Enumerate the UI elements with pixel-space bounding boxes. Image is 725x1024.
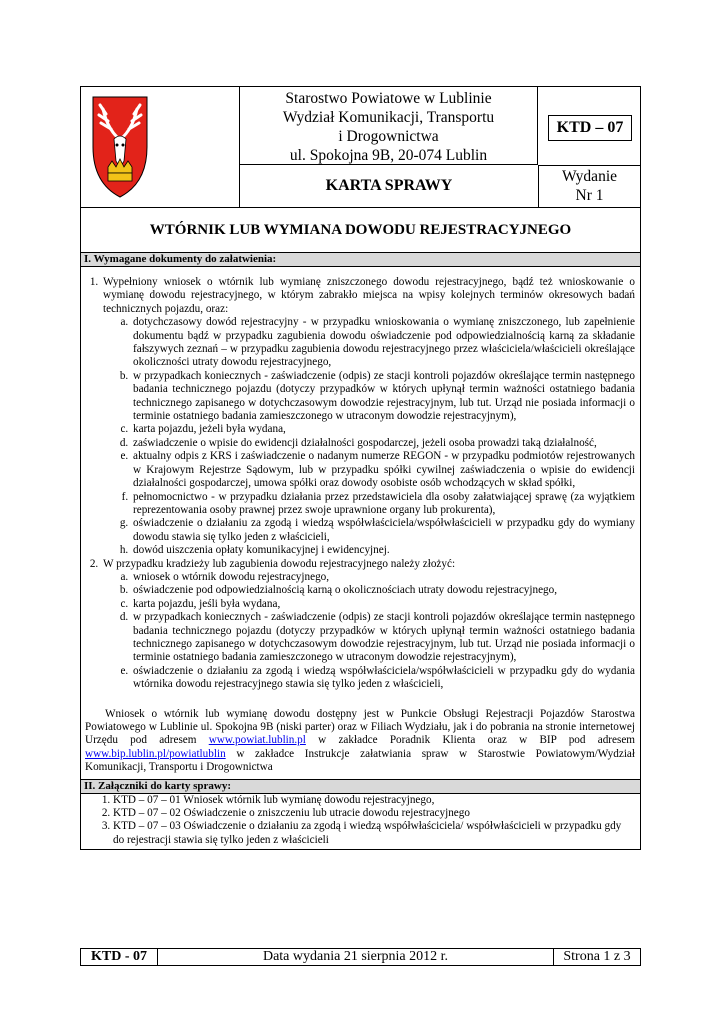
attachments-list [85, 794, 635, 848]
document-code: KTD – 07 [548, 115, 632, 141]
office-line: i Drogownictwa [338, 128, 439, 145]
office-line: ul. Spokojna 9B, 20-074 Lublin [289, 147, 488, 164]
sub-list-item: d. zaświadczenie o wpisie do ewidencji działalności gospodarczej, jeżeli osoba prowadzi taką działalność, [131, 437, 635, 450]
sub-list [103, 316, 635, 557]
sub-list-item: a. wniosek o wtórnik dowodu rejestracyjnego, [131, 571, 635, 584]
sub-list-item: g. oświadczenie o działaniu za zgodą i wiedzą współwłaściciela/współwłaścicieli w przypadku gdy do wymiany dowodu stawia się tylko jeden z właścicieli, [131, 517, 635, 544]
list-item: 2. KTD – 07 – 02 Oświadczenie o zniszczeniu lub utracie dowodu rejestracyjnego [113, 807, 635, 820]
list-item [101, 558, 635, 692]
office-line: Wydział Komunikacji, Transportu [282, 109, 495, 126]
card-label: KARTA SPRAWY [240, 165, 539, 207]
edition-label: Wydanie [561, 168, 617, 185]
sub-list [103, 571, 635, 692]
sub-list-item: h. dowód uiszczenia opłaty komunikacyjnej i ewidencyjnej. [131, 544, 635, 557]
bip-website-link[interactable]: www.bip.lublin.pl/powiatlublin [85, 747, 226, 760]
document-page [80, 86, 641, 850]
edition-cell [539, 165, 640, 207]
document-title: WTÓRNIK LUB WYMIANA DOWODU REJESTRACYJNEGO [81, 208, 640, 253]
logo-cell [81, 87, 240, 207]
header-table [80, 86, 641, 208]
sub-list-item: e. oświadczenie o działaniu za zgodą i wiedzą współwłaściciela/współwłaścicieli w przypadku gdy do wydania wtórnika dowodu rejestracyjnego stawia się tylko jeden z właścicieli, [131, 665, 635, 692]
requirements-list [85, 276, 635, 692]
attachments-content [81, 794, 640, 850]
list-item-text: Wypełniony wniosek o wtórnik lub wymianę zniszczonego dowodu rejestracyjnego, bądź też wnioskowanie o wymianę dowodu rejestracyjnego, w którym zabrakło miejsca na wpisy kolejnych terminów okresowych badań technicznych pojazdu, oraz: [103, 276, 635, 315]
office-address [240, 87, 538, 165]
sub-list-item: d. w przypadkach koniecznych - zaświadczenie (odpis) ze stacji kontroli pojazdów określające termin następnego badania technicznego pojazdu (dotyczy przypadków w których upłynął termin ważności ostatniego badania technicznego zapisanego w dotychczasowym dowodzie rejestracyjnym, lub tut. Urząd nie posiada informacji o terminie ostatniego badania zamieszczonego w utraconym dowodzie rejestracyjnym), [131, 611, 635, 665]
sub-list-item: c. karta pojazdu, jeżeli była wydana, [131, 423, 635, 436]
sub-list-item: a. dotychczasowy dowód rejestracyjny - w przypadku wnioskowania o wymianę zniszczonego, lub zapełnienie dokumentu bądź w przypadku zagubienia dowodu oświadczenie pod odpowiedzialnością karną za składanie fałszywych zeznań – w przypadku zagubienia dowodu rejestracyjnego przez właściciela/właścicieli określające okoliczności utraty dowodu rejestracyjnego, [131, 316, 635, 370]
sub-list-item: e. aktualny odpis z KRS i zaświadczenie o nadanym numerze REGON - w przypadku podmiotów rejestrowanych w Krajowym Rejestrze Sądowym, lub w przypadku spółki cywilnej zaświadczenia o wpisie do ewidencji działalności gospodarczej, umowa spółki oraz dowody osobiste osób wchodzących w skład spółki, [131, 450, 635, 490]
footer-table [80, 948, 641, 966]
powiat-website-link[interactable]: www.powiat.lublin.pl [208, 734, 306, 747]
sub-list-item: c. karta pojazdu, jeśli była wydana, [131, 598, 635, 611]
code-cell [539, 87, 640, 166]
requirements-content [81, 267, 640, 779]
footer-date: Data wydania 21 sierpnia 2012 r. [158, 949, 554, 965]
office-line: Starostwo Powiatowe w Lublinie [285, 90, 492, 107]
paragraph-text: w zakładce Poradnik Klienta oraz w BIP pod adresem [318, 734, 636, 747]
list-item [101, 276, 635, 558]
coat-of-arms-deer-icon [81, 87, 239, 207]
sub-list-item: b. w przypadkach koniecznych - zaświadczenie (odpis) ze stacji kontroli pojazdów określające termin następnego badania technicznego pojazdu (dotyczy przypadków w których upłynął termin ważności ostatniego badania technicznego zapisanego w dotychczasowym dowodzie rejestracyjnym, lub tut. Urząd nie posiada informacji o terminie ostatniego badania zamieszczonego w utraconym dowodzie rejestracyjnym), [131, 370, 635, 424]
main-content-box [80, 208, 641, 850]
paragraph-text: w zakładce Instrukcje załatwiania spraw w Starostwie Powiatowym/Wydział Komunikacji, Transportu i Drogownictwa [85, 747, 636, 774]
edition-number: Nr 1 [575, 187, 604, 204]
paragraph-text: Wniosek o wtórnik lub wymianę dowodu dostępny jest w Punkcie Obsługi Rejestracji Pojazdów Starostwa Powiatowego w Lublinie ul. Spokojna 9B (niski parter) oraz w Filiach Wydziału, jak i do pobrania na stronie internetowej Urzędu pod adresem [85, 707, 635, 747]
section-heading: I. Wymagane dokumenty do załatwienia: [81, 253, 640, 267]
list-item: 3. KTD – 07 – 03 Oświadczenie o działaniu za zgodą i wiedzą współwłaściciela/ współwłaścicieli w przypadku gdy do rejestracji stawia się tylko jeden z właścicieli [113, 820, 635, 847]
footer-page-number: Strona 1 z 3 [563, 949, 631, 964]
sub-list-item: f. pełnomocnictwo - w przypadku działania przez przedstawiciela dla osoby załatwiającej sprawę (za wyjątkiem reprezentowania osoby prawnej przez swoje uprawnione organy lub prokurenta), [131, 491, 635, 518]
section-heading: II. Załączniki do karty sprawy: [81, 779, 640, 794]
footer-code: KTD - 07 [81, 949, 158, 965]
sub-list-item: b. oświadczenie pod odpowiedzialnością karną o okolicznościach utraty dowodu rejestracyjnego, [131, 584, 635, 597]
info-paragraph [85, 708, 635, 775]
list-item-text: W przypadku kradzieży lub zagubienia dowodu rejestracyjnego należy złożyć: [103, 557, 456, 570]
list-item: 1. KTD – 07 – 01 Wniosek wtórnik lub wymianę dowodu rejestracyjnego, [113, 794, 635, 807]
